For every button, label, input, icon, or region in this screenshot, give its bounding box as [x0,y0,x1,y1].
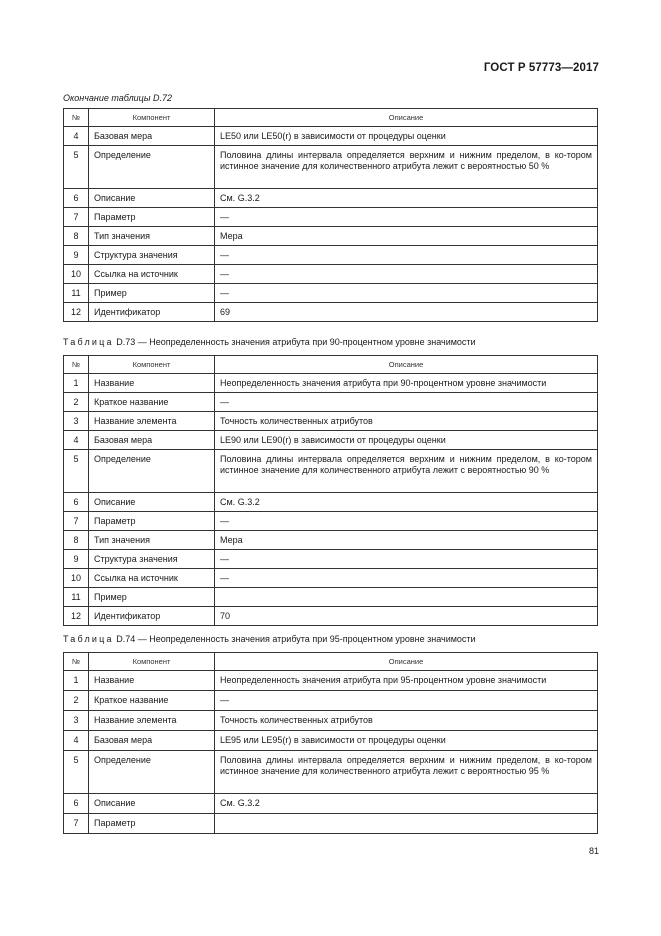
column-header-description: Описание [215,109,598,127]
table-row [64,731,598,751]
row-component: Ссылка на источник [89,569,215,588]
row-number: 7 [64,208,89,227]
table-d73-caption [63,337,476,347]
row-component: Краткое название [89,393,215,412]
table-row [64,814,598,834]
row-description: Половина длины интервала определяется верхним и нижним пределом, в ко-тором истинное значение для количественного атрибута лежит с вероятностью 50 % [215,146,598,189]
table-label: Таблица [63,634,114,644]
row-number: 5 [64,751,89,794]
row-number: 1 [64,671,89,691]
row-description: — [215,246,598,265]
row-description: — [215,550,598,569]
row-component: Параметр [89,814,215,834]
column-header-description: Описание [215,356,598,374]
row-component: Параметр [89,512,215,531]
row-description: LE95 или LE95(r) в зависимости от процедуры оценки [215,731,598,751]
document-standard-title: ГОСТ Р 57773—2017 [483,62,599,74]
row-number: 2 [64,393,89,412]
row-number: 4 [64,731,89,751]
row-description: — [215,284,598,303]
column-header-component: Компонент [89,109,215,127]
row-description: Половина длины интервала определяется верхним и нижним пределом, в ко-тором истинное значение для количественного атрибута лежит с вероятностью 90 % [215,450,598,493]
table-row [64,493,598,512]
row-number: 6 [64,189,89,208]
table-d72 [63,108,598,322]
row-description: Неопределенность значения атрибута при 90-процентном уровне значимости [215,374,598,393]
row-number: 4 [64,127,89,146]
row-component: Идентификатор [89,303,215,322]
row-description: См. G.3.2 [215,794,598,814]
table-row [64,794,598,814]
column-header-num: № [64,356,89,374]
row-component: Идентификатор [89,607,215,626]
table-row [64,374,598,393]
row-description: — [215,393,598,412]
table-row [64,227,598,246]
row-component: Определение [89,450,215,493]
row-number: 6 [64,794,89,814]
row-number: 2 [64,691,89,711]
column-header-component: Компонент [89,356,215,374]
row-number: 11 [64,588,89,607]
row-component: Базовая мера [89,431,215,450]
table-row [64,512,598,531]
row-number: 12 [64,303,89,322]
row-description: Мера [215,227,598,246]
row-description: LE90 или LE90(r) в зависимости от процедуры оценки [215,431,598,450]
column-header-num: № [64,653,89,671]
row-component: Название элемента [89,412,215,431]
row-description: LE50 или LE50(r) в зависимости от процедуры оценки [215,127,598,146]
row-component: Базовая мера [89,731,215,751]
row-description [215,588,598,607]
table-row [64,691,598,711]
row-description: — [215,569,598,588]
table-d73 [63,355,598,626]
table-row [64,189,598,208]
table-row [64,607,598,626]
table-header-row [64,109,598,127]
row-number: 7 [64,512,89,531]
table-title: D.73 — Неопределенность значения атрибута при 90-процентном уровне значимости [116,337,476,347]
table-row [64,303,598,322]
row-component: Параметр [89,208,215,227]
row-number: 8 [64,227,89,246]
row-description: См. G.3.2 [215,493,598,512]
row-component: Название [89,671,215,691]
row-description: — [215,691,598,711]
table-label: Таблица [63,337,114,347]
row-component: Базовая мера [89,127,215,146]
row-component: Пример [89,284,215,303]
table-row [64,450,598,493]
page-number: 81 [588,846,599,856]
row-number: 11 [64,284,89,303]
row-component: Краткое название [89,691,215,711]
row-number: 9 [64,550,89,569]
row-component: Структура значения [89,550,215,569]
column-header-description: Описание [215,653,598,671]
row-component: Описание [89,794,215,814]
row-description: — [215,512,598,531]
row-description: Точность количественных атрибутов [215,711,598,731]
row-description: 69 [215,303,598,322]
row-number: 10 [64,569,89,588]
table-row [64,127,598,146]
row-component: Тип значения [89,531,215,550]
table-row [64,412,598,431]
row-number: 4 [64,431,89,450]
row-number: 8 [64,531,89,550]
row-number: 5 [64,450,89,493]
row-number: 3 [64,412,89,431]
table-row [64,246,598,265]
table-row [64,431,598,450]
row-number: 7 [64,814,89,834]
row-number: 10 [64,265,89,284]
row-description: Мера [215,531,598,550]
row-number: 9 [64,246,89,265]
table-d74 [63,652,598,834]
row-description [215,814,598,834]
table-row [64,265,598,284]
row-component: Название [89,374,215,393]
table-title: D.74 — Неопределенность значения атрибута при 95-процентном уровне значимости [116,634,476,644]
row-description: Неопределенность значения атрибута при 95-процентном уровне значимости [215,671,598,691]
row-component: Определение [89,146,215,189]
table-header-row [64,356,598,374]
row-component: Тип значения [89,227,215,246]
column-header-num: № [64,109,89,127]
table-row [64,146,598,189]
row-description: Точность количественных атрибутов [215,412,598,431]
row-component: Описание [89,189,215,208]
table-d74-caption [63,634,476,644]
table-row [64,393,598,412]
row-description: Половина длины интервала определяется верхним и нижним пределом, в ко-тором истинное значение для количественного атрибута лежит с вероятностью 95 % [215,751,598,794]
row-number: 1 [64,374,89,393]
row-description: — [215,265,598,284]
table-header-row [64,653,598,671]
table-row [64,550,598,569]
row-number: 5 [64,146,89,189]
table-row [64,671,598,691]
row-number: 6 [64,493,89,512]
table-row [64,751,598,794]
row-description: — [215,208,598,227]
table-row [64,208,598,227]
row-number: 3 [64,711,89,731]
table-row [64,711,598,731]
table-row [64,284,598,303]
column-header-component: Компонент [89,653,215,671]
row-component: Название элемента [89,711,215,731]
row-number: 12 [64,607,89,626]
row-component: Определение [89,751,215,794]
row-component: Структура значения [89,246,215,265]
row-component: Описание [89,493,215,512]
row-description: См. G.3.2 [215,189,598,208]
table-row [64,588,598,607]
row-component: Ссылка на источник [89,265,215,284]
continuation-caption: Окончание таблицы D.72 [63,93,172,103]
row-description: 70 [215,607,598,626]
table-row [64,531,598,550]
table-row [64,569,598,588]
row-component: Пример [89,588,215,607]
